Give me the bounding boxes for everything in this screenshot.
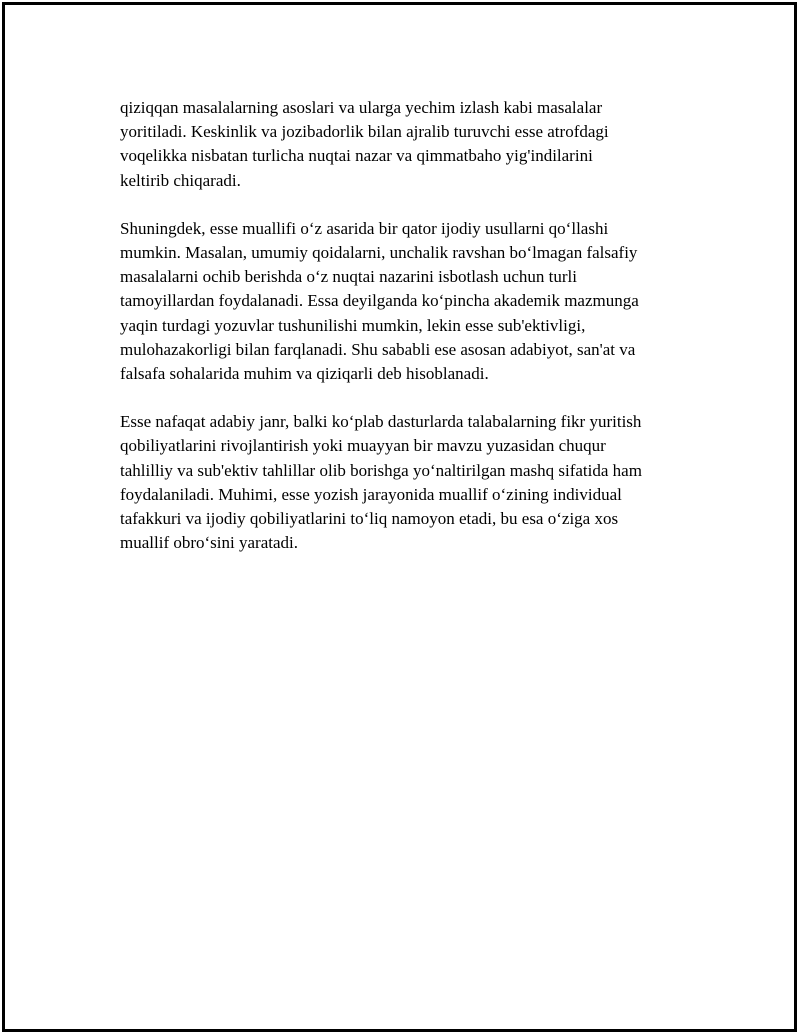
- paragraph-2: Shuningdek, esse muallifi o‘z asarida bir qator ijodiy usullarni qo‘llashi mumkin. Masalan, umumiy qoidalarni, unchalik ravshan bo‘lmagan falsafiy masalalarni ochib berishda o‘z nuqtai nazarini isbotlash uchun turli tamoyillardan foydalanadi. Essa deyilganda ko‘pincha akademik mazmunga yaqin turdagi yozuvlar tushunilishi mumkin, lekin esse sub'ektivligi, mulohazakorligi bilan farqlanadi. Shu sababli ese asosan adabiyot, san'at va falsafa sohalarida muhim va qiziqarli deb hisoblanadi.: [120, 218, 639, 384]
- paragraph-1: qiziqqan masalalarning asoslari va ularga yechim izlash kabi masalalar yoritiladi. Keskinlik va jozibadorlik bilan ajralib turuvchi esse atrofdagi voqelikka nisbatan turlicha nuqtai nazar va qimmatbaho yig'indilarini keltirib chiqaradi.: [120, 98, 609, 190]
- paragraph-3: Esse nafaqat adabiy janr, balki ko‘plab dasturlarda talabalarning fikr yuritish qobiliyatlarini rivojlantirish yoki muayyan bir mavzu yuzasidan chuqur tahlilliy va sub'ektiv tahlillar olib borishga yo‘naltirilgan mashq sifatida ham foydalaniladi. Muhimi, esse yozish jarayonida muallif o‘zining individual tafakkuri va ijodiy qobiliyatlarini to‘liq namoyon etadi, bu esa o‘ziga xos muallif obro‘sini yaratadi.: [120, 412, 642, 553]
- page-border: [2, 2, 797, 1032]
- document-body: [120, 96, 710, 579]
